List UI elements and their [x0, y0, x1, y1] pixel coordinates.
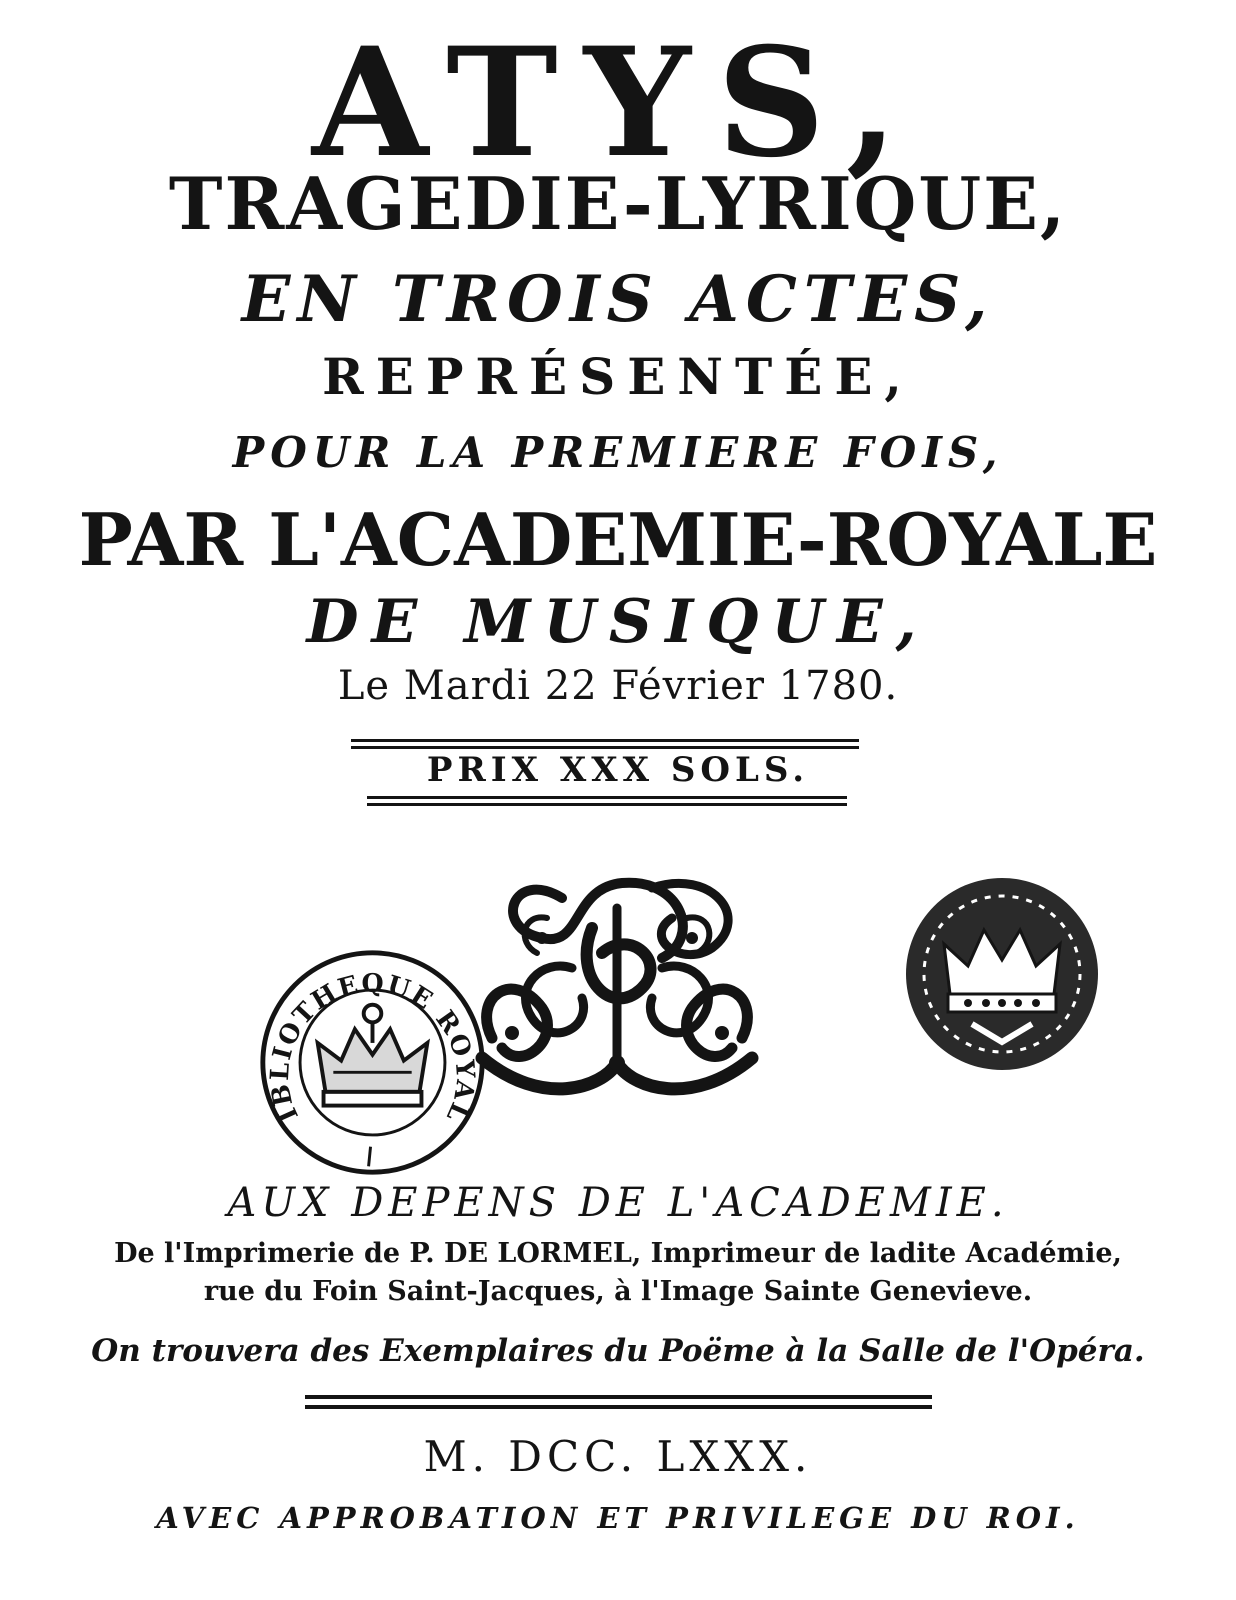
publisher-line: AUX DEPENS DE L'ACADEMIE.: [227, 1180, 1009, 1226]
performance-date: Le Mardi 22 Février 1780.: [337, 663, 899, 709]
publication-year: M. DCC. LXXX.: [423, 1432, 813, 1481]
premiere-line: POUR LA PREMIERE FOIS,: [232, 428, 1004, 477]
crown-seal-icon: [902, 874, 1102, 1074]
musique-line: DE MUSIQUE,: [306, 587, 930, 657]
svg-text:BIBLIOTHEQUE ROYALE: [255, 945, 480, 1128]
price-rule-bottom: [367, 796, 847, 806]
approbation-line: AVEC APPROBATION ET PRIVILEGE DU ROI.: [156, 1501, 1080, 1535]
price-rule-top: [351, 739, 859, 749]
stamp-label: IBLIOTHEQUE ROYAL: [264, 968, 481, 1129]
genre-line: TRAGEDIE-LYRIQUE,: [168, 161, 1068, 246]
acts-line: EN TROIS ACTES,: [241, 262, 995, 337]
imprint-line-2: rue du Foin Saint-Jacques, à l'Image Sainte Genevieve.: [203, 1276, 1033, 1307]
exemplaires-line: On trouvera des Exemplaires du Poëme à la Salle de l'Opéra.: [91, 1333, 1145, 1369]
representee-line: REPRÉSENTÉE,: [322, 347, 914, 406]
work-title: ATYS,: [311, 15, 925, 191]
lower-rule: [305, 1395, 932, 1409]
price-line: PRIX XXX SOLS.: [426, 750, 810, 790]
monogram-ornament-icon: [452, 858, 782, 1108]
academie-line: PAR L'ACADEMIE-ROYALE: [78, 497, 1158, 582]
imprint-line-1: De l'Imprimerie de P. DE LORMEL, Imprimeur de ladite Académie,: [114, 1238, 1122, 1269]
